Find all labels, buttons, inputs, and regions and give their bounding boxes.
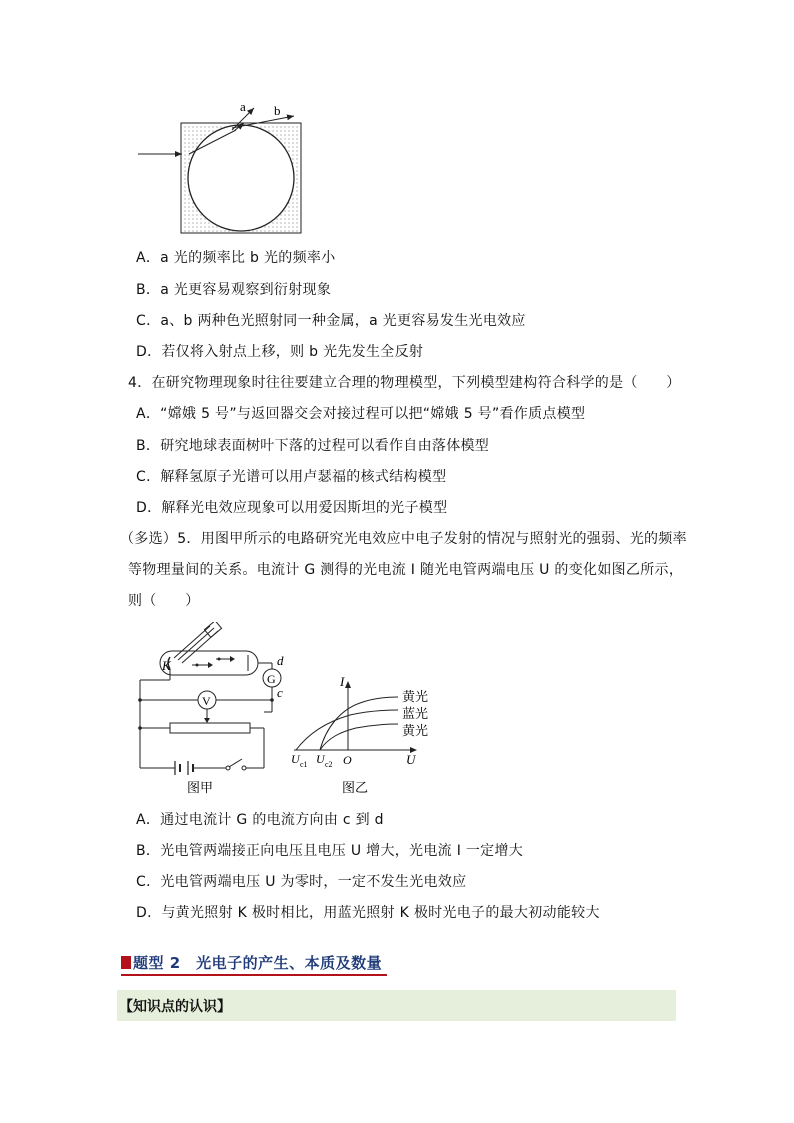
section-heading [121,952,391,976]
q5-option-a: A．通过电流计 G 的电流方向由 c 到 d [136,812,384,828]
label-uc1-sub: c1 [300,760,308,769]
label-uc2-sub: c2 [325,760,333,769]
section-underline [121,974,387,976]
prism-figure [136,98,306,234]
section-title: 题型 2 光电子的产生、本质及数量 [133,954,383,972]
q3-option-d: D．若仅将入射点上移，则 b 光先发生全反射 [136,344,424,360]
axis-I: I [340,674,345,689]
origin-O: O [343,753,352,767]
q3-option-c: C．a、b 两种色光照射同一种金属，a 光更容易发生光电效应 [136,313,526,329]
q4-option-c: C．解释氢原子光谱可以用卢瑟福的核式结构模型 [136,469,447,485]
label-c: c [277,685,283,700]
label-uc1: U [291,752,300,766]
curve-label-3: 黄光 [402,723,429,738]
q3-option-a: A．a 光的频率比 b 光的频率小 [136,250,336,266]
axis-U: U [406,752,416,767]
q5-stem-line-3: 则（ ） [128,593,200,609]
curve-label-1: 黄光 [402,689,429,704]
iu-curve-figure [288,670,448,798]
circuit-figure [130,622,300,798]
label-b: b [274,103,281,118]
q4-stem: 4．在研究物理现象时往往要建立合理的物理模型，下列模型建构符合科学的是（ ） [128,375,681,391]
q4-option-d: D．解释光电效应现象可以用爱因斯坦的光子模型 [136,500,448,516]
label-K: K [162,658,171,673]
knowledge-label: 【知识点的认识】 [119,999,231,1015]
q4-option-a: A．“嫦娥 5 号”与返回器交会对接过程可以把“嫦娥 5 号”看作质点模型 [136,406,586,422]
label-d: d [277,653,284,668]
q5-option-d: D．与黄光照射 K 极时相比，用蓝光照射 K 极时光电子的最大初动能较大 [136,905,600,921]
label-V: V [202,694,211,708]
q5-stem-line-2: 等物理量间的关系。电流计 G 测得的光电流 I 随光电管两端电压 U 的变化如图乙所示， [128,562,684,578]
curve-label-2: 蓝光 [402,706,429,721]
section-marker [121,956,131,969]
curve-blue [296,710,398,750]
knowledge-bar [117,990,676,1021]
curve-yellow-strong [320,697,398,750]
caption-yi: 图乙 [342,780,369,795]
label-uc2: U [316,752,325,766]
curve-yellow-weak [320,724,398,750]
q3-option-b: B．a 光更容易观察到衍射现象 [136,282,332,298]
q4-option-b: B．研究地球表面树叶下落的过程可以看作自由落体模型 [136,438,490,454]
label-G: G [267,672,276,686]
q5-option-c: C．光电管两端电压 U 为零时，一定不发生光电效应 [136,874,467,890]
glass-circle [188,125,294,231]
q5-stem-line-1: （多选）5．用图甲所示的电路研究光电效应中电子发射的情况与照射光的强弱、光的频率 [120,531,687,547]
caption-jia: 图甲 [187,780,214,795]
label-a: a [240,99,246,114]
rheostat [170,723,250,733]
q5-option-b: B．光电管两端接正向电压且电压 U 增大，光电流 I 一定增大 [136,843,524,859]
